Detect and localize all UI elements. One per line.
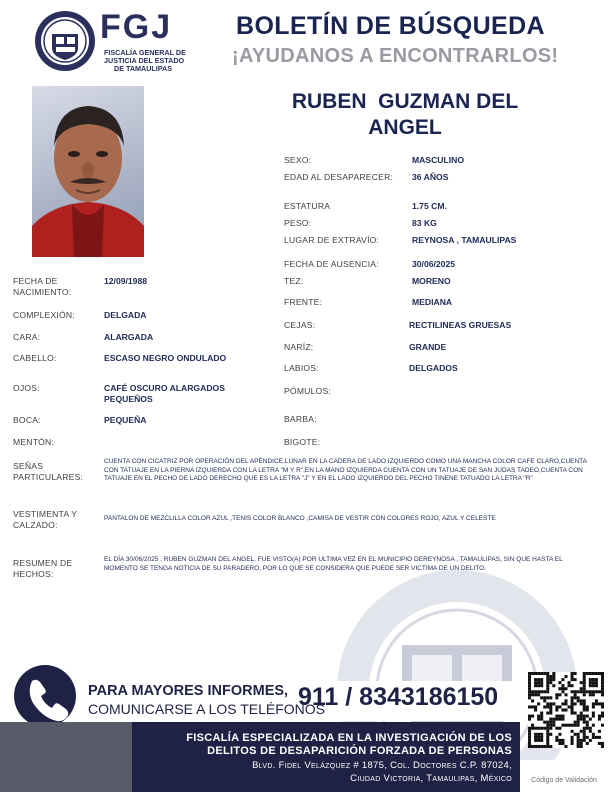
skin-label: TEZ: (284, 276, 304, 286)
face-label: CARA: (13, 332, 41, 342)
clothing-text: PANTALON DE MEZCLILLA COLOR AZUL ,TENIS COLOR BLANCO ,CAMISA DE VESTIR CON COLORES ROJO, AZUL Y CELESTE (104, 515, 496, 522)
lips-label: LABIOS: (284, 363, 319, 373)
person-portrait-icon (32, 86, 144, 257)
summary-label-2: HECHOS: (13, 569, 54, 579)
age-value: 36 AÑOS (412, 172, 449, 182)
complexion-value: DELGADA (104, 310, 147, 320)
person-name-line-2: ANGEL (368, 116, 442, 139)
eyebrows-label: CEJAS: (284, 320, 316, 330)
hair-value: ESCASO NEGRO ONDULADO (104, 353, 227, 363)
eyes-value-2: PEQUEÑOS (104, 394, 153, 404)
forehead-value: MEDIANA (412, 297, 453, 307)
phone-icon (14, 665, 76, 727)
weight-value: 83 KG (412, 218, 437, 228)
cheekbones-label: PÓMULOS: (284, 386, 331, 396)
contact-line-2: COMUNICARSE A LOS TELÉFONOS (88, 701, 326, 717)
age-label: EDAD AL DESAPARECER: (284, 172, 394, 182)
phone-badge (14, 665, 76, 727)
eyes-label: OJOS: (13, 383, 40, 393)
logo-line-2: JUSTICIA DEL ESTADO (104, 56, 185, 65)
marks-label-2: PARTICULARES: (13, 472, 84, 482)
marks-label-1: SEÑAS (13, 461, 44, 471)
clothing-label-2: CALZADO: (13, 520, 58, 530)
chin-label: MENTÓN: (13, 437, 55, 447)
footer-address-1: Blvd. Fidel Velázquez # 1875, Col. Doctores C.P. 87024, (252, 760, 512, 771)
skin-value: MORENO (412, 276, 451, 286)
bulletin-subtitle: ¡AYUDANOS A ENCONTRARLOS! (232, 45, 559, 67)
complexion-label: COMPLEXIÓN: (13, 310, 75, 320)
sex-label: SEXO: (284, 155, 312, 165)
absence-date-value: 30/06/2025 (412, 259, 456, 269)
nose-label: NARÍZ: (284, 342, 314, 352)
logo-line-1: FISCALÍA GENERAL DE (104, 48, 186, 57)
mustache-label: BIGOTE: (284, 437, 321, 447)
forehead-label: FRENTE: (284, 297, 323, 307)
contact-phones[interactable]: 911 / 8343186150 (298, 683, 499, 711)
nose-value: GRANDE (409, 342, 447, 352)
height-value: 1.75 CM. (412, 201, 447, 211)
logo-letters: FGJ (100, 8, 173, 46)
footer-line-1: FISCALÍA ESPECIALIZADA EN LA INVESTIGACIÓN DE LOS (186, 732, 512, 744)
fgj-logo (34, 10, 194, 72)
birth-label-2: NACIMIENTO: (13, 287, 72, 297)
summary-label-1: RESUMEN DE (13, 558, 73, 568)
lips-value: DELGADOS (409, 363, 458, 373)
mouth-label: BOCA: (13, 415, 41, 425)
eyebrows-value: RECTILINEAS GRUESAS (409, 320, 512, 330)
hair-label: CABELLO: (13, 353, 57, 363)
clothing-label-1: VESTIMENTA Y (13, 509, 78, 519)
person-name-line-1: RUBEN GUZMAN DEL (291, 90, 519, 113)
summary-text: EL DÍA 30/06/2025 , RUBEN GUZMAN DEL ANGEL, FUE VISTO(A) POR ULTIMA VEZ EN EL MUNICIPIO DEREYNOSA , TAMAULIPAS, SIN QUE HASTA EL MOMENTO SE TENGA NOTICIA DE SU PARADERO, POR LO QUE SE CONSIDERA QUE PUEDE SER VICTIMA DE UN DELITO. (104, 556, 563, 572)
beard-label: BARBA: (284, 414, 317, 424)
place-value: REYNOSA , TAMAULIPAS (412, 235, 517, 245)
birth-label-1: FECHA DE (13, 276, 58, 286)
face-value: ALARGADA (104, 332, 154, 342)
mouth-value: PEQUEÑA (104, 415, 147, 425)
absence-date-label: FECHA DE AUSENCIA: (284, 259, 379, 269)
qr-code[interactable] (528, 672, 604, 748)
eyes-value-1: CAFÉ OSCURO ALARGADOS (104, 383, 225, 393)
contact-line-1: PARA MAYORES INFORMES, (88, 683, 289, 699)
birth-value: 12/09/1988 (104, 276, 148, 286)
sex-value: MASCULINO (412, 155, 465, 165)
marks-text: CUENTA CON CICATRIZ POR OPERACIÓN DEL APÉNDICE,LUNAR EN LA CADERA DE LADO IZQUIERDO COMO UNA MANCHA COLOR CAFE CLARO,CUENTA CON TATUAJE EN LA PIERNA IZQUIERDA CON LA LETRA "M Y R",EN LA MANO IZQUIERDA CUENTA CON UN TATUAJE DE SAN JUDAS TADEO,CUENTA CON TATUAJE EN EL PECHO DE LADO DERECHO QUE ES LA LETRA "J" Y EN EL LADO IZQUIERDO DEL PECHO TINENE TATUADO LA LETRA "R" (104, 458, 587, 483)
person-photo (32, 86, 144, 257)
qr-code-icon (528, 672, 604, 748)
place-label: LUGAR DE EXTRAVÍO: (284, 235, 380, 245)
logo-line-3: DE TAMAULIPAS (114, 64, 173, 73)
footer-line-2: DELITOS DE DESAPARICIÓN FORZADA DE PERSONAS (207, 745, 512, 757)
state-seal-icon (34, 10, 96, 72)
footer-address-2: Ciudad Victoria, Tamaulipas, México (350, 773, 512, 784)
bulletin-title: BOLETÍN DE BÚSQUEDA (236, 12, 546, 40)
height-label: ESTATURA (284, 201, 331, 211)
weight-label: PESO: (284, 218, 312, 228)
qr-caption: Código de Validación (531, 777, 597, 784)
